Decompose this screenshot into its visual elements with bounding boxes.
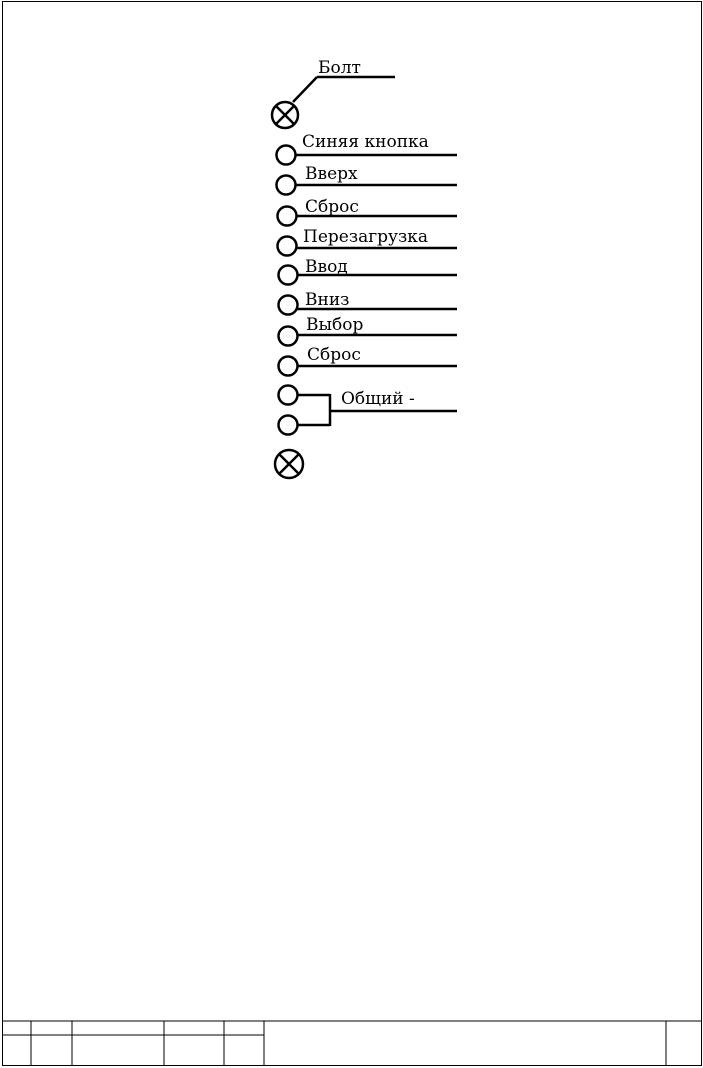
terminal-8-circle bbox=[279, 357, 298, 376]
bolt-label: Болт bbox=[318, 58, 361, 78]
sheet-border bbox=[3, 2, 702, 1066]
terminal-7-label: Выбор bbox=[306, 315, 364, 335]
terminal-row-6 bbox=[279, 290, 458, 315]
terminal-7-circle bbox=[279, 327, 298, 346]
terminal-5-circle bbox=[279, 266, 298, 285]
terminal-row-3 bbox=[278, 197, 458, 226]
terminal-row-1 bbox=[277, 132, 458, 165]
terminal-row-7 bbox=[279, 315, 458, 346]
bolt-terminal-bottom bbox=[275, 450, 303, 478]
bolt-terminal-top bbox=[272, 77, 395, 128]
terminal-5-label: Ввод bbox=[305, 257, 348, 277]
terminal-6-label: Вниз bbox=[305, 290, 350, 310]
terminal-1-label: Синяя кнопка bbox=[302, 132, 429, 152]
terminal-row-2 bbox=[277, 164, 458, 195]
terminal-4-label: Перезагрузка bbox=[303, 227, 429, 247]
terminal-3-label: Сброс bbox=[305, 197, 359, 217]
terminal-2-label: Вверх bbox=[305, 164, 358, 184]
terminal-3-circle bbox=[278, 207, 297, 226]
terminal-1-circle bbox=[277, 146, 296, 165]
common-label: Общий - bbox=[341, 389, 415, 409]
terminal-4-circle bbox=[278, 237, 297, 256]
common-terminal-2-circle bbox=[279, 416, 298, 435]
bolt-leader-diagonal bbox=[293, 77, 317, 102]
terminal-8-label: Сброс bbox=[307, 345, 361, 365]
title-block bbox=[2, 1021, 701, 1066]
common-terminal-1-circle bbox=[279, 386, 298, 405]
terminal-row-8 bbox=[279, 345, 458, 376]
terminal-6-circle bbox=[279, 296, 298, 315]
terminal-row-5 bbox=[279, 257, 458, 285]
terminal-row-4 bbox=[278, 227, 458, 256]
terminal-2-circle bbox=[277, 176, 296, 195]
